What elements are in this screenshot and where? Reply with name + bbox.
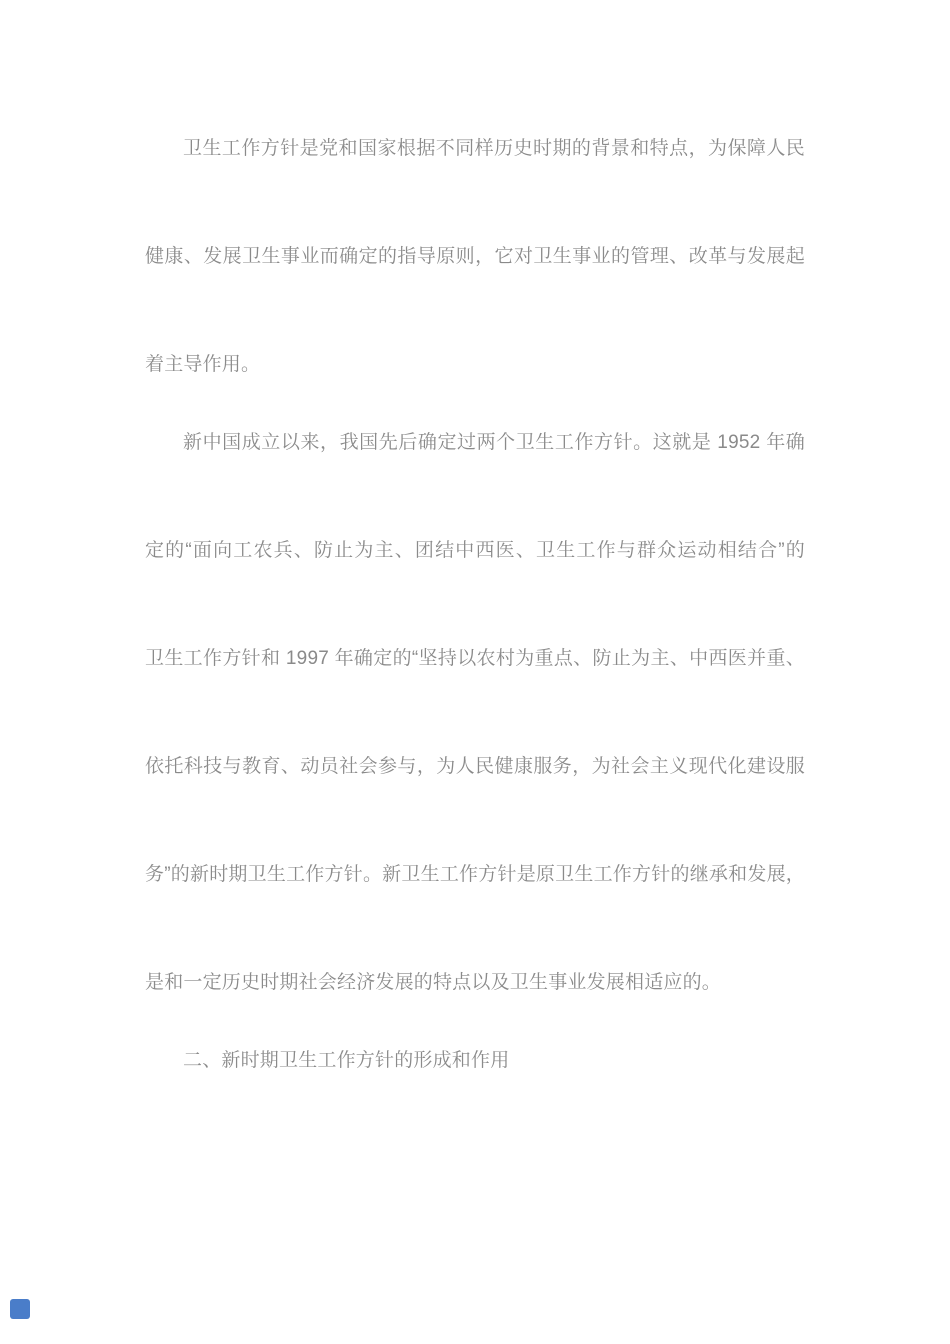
text-line: 务”的新时期卫生工作方针。新卫生工作方针是原卫生工作方针的继承和发展， — [145, 864, 805, 885]
text-line: 卫生工作方针是党和国家根据不同样历史时期的背景和特点，为保障人民 — [183, 138, 805, 159]
text-line: 着主导作用。 — [145, 354, 261, 375]
body-paragraph — [145, 389, 805, 1037]
body-paragraph — [145, 95, 805, 419]
text-line: 新中国成立以来，我国先后确定过两个卫生工作方针。这就是 1952 年确 — [183, 432, 805, 453]
text-line: 健康、发展卫生事业而确定的指导原则，它对卫生事业的管理、改革与发展起 — [145, 246, 805, 267]
text-line: 是和一定历史时期社会经济发展的特点以及卫生事业发展相适应的。 — [145, 972, 722, 993]
text-line: 定的“面向工农兵、防止为主、团结中西医、卫生工作与群众运动相结合”的 — [145, 540, 805, 561]
text-line: 卫生工作方针和 1997 年确定的“坚持以农村为重点、防止为主、中西医并重、 — [145, 648, 805, 669]
document-body — [145, 95, 805, 1115]
text-line: 依托科技与教育、动员社会参与，为人民健康服务，为社会主义现代化建设服 — [145, 756, 805, 777]
section-heading: 二、新时期卫生工作方针的形成和作用 — [183, 1050, 510, 1071]
blue-square-marker — [10, 1299, 30, 1319]
